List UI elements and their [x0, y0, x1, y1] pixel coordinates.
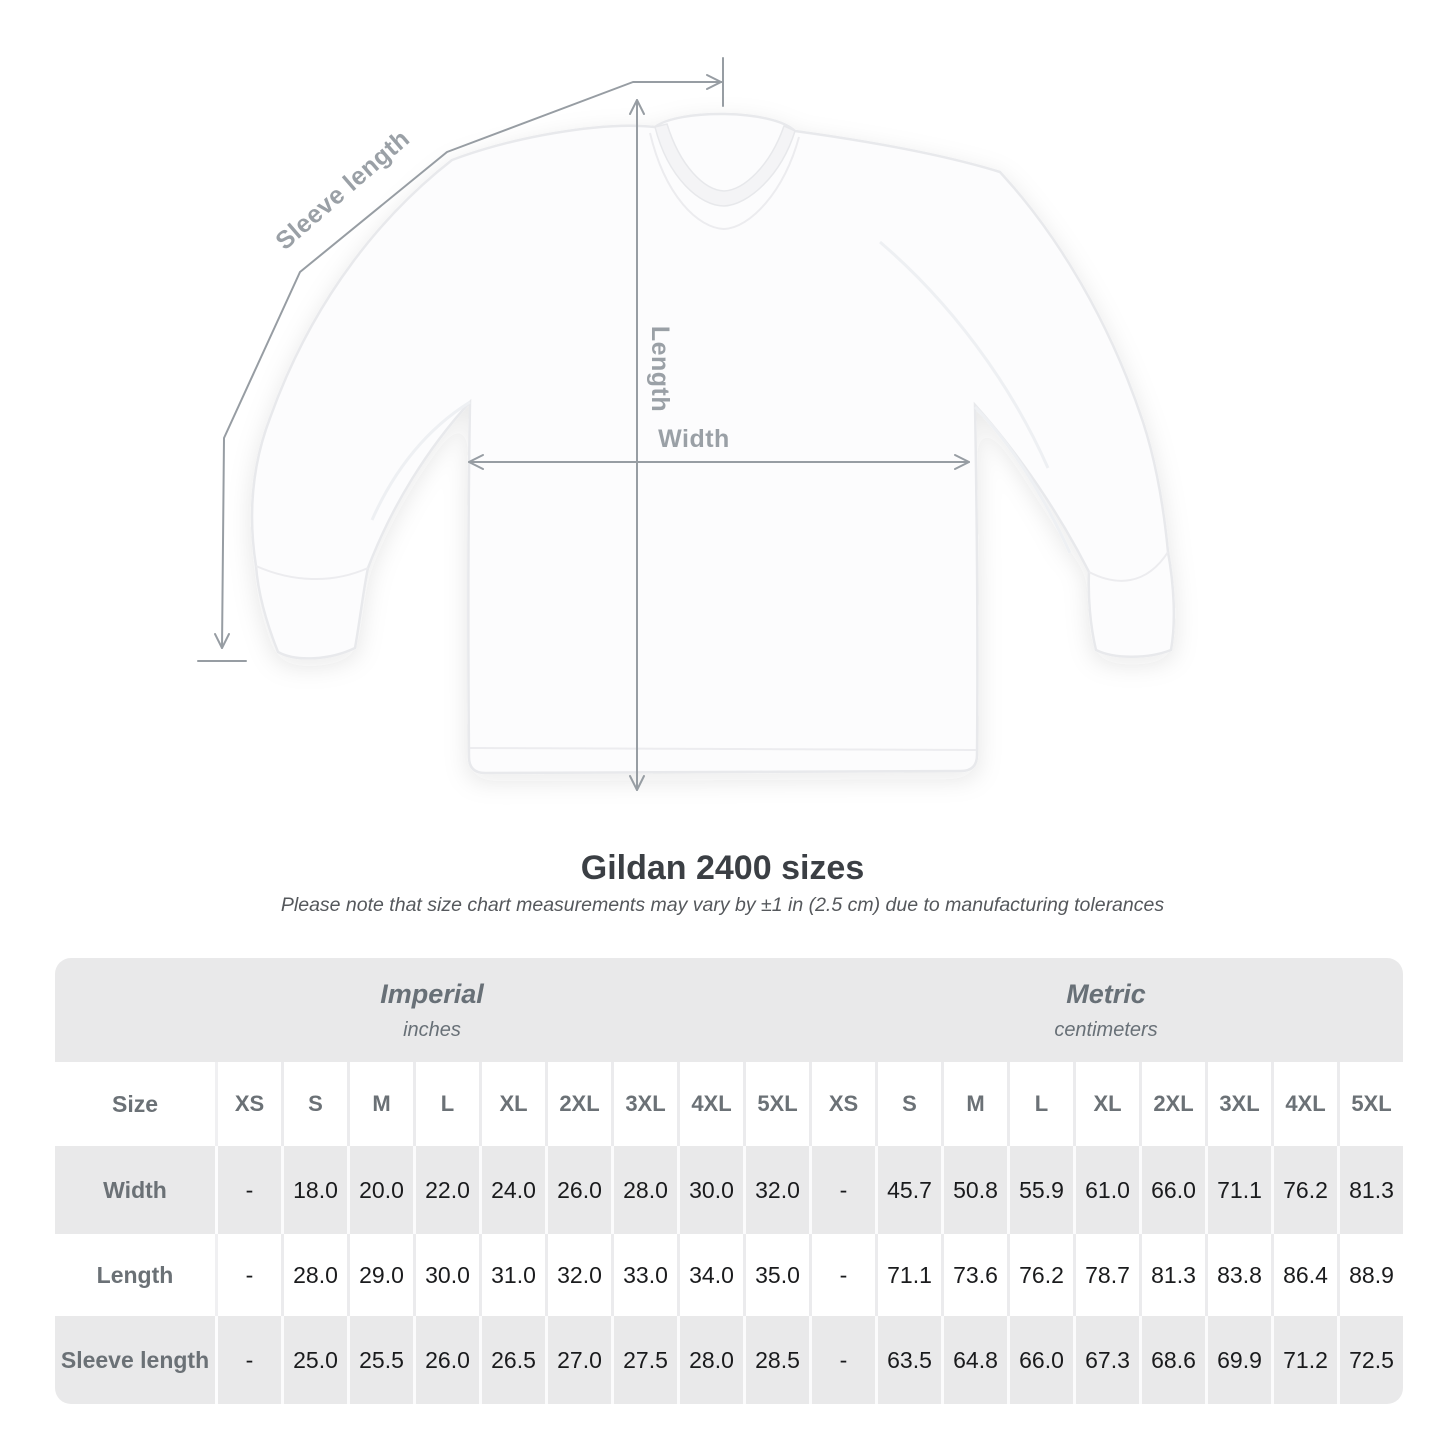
size-col-m-metric: M [941, 1062, 1007, 1146]
value-length-imperial-2xl: 32.0 [545, 1234, 611, 1316]
size-col-4xl-imperial: 4XL [677, 1062, 743, 1146]
row-header-sleeve-length: Sleeve length [55, 1316, 215, 1404]
value-sleeve-length-metric-5xl: 72.5 [1337, 1316, 1403, 1404]
value-width-metric-s: 45.7 [875, 1146, 941, 1234]
value-sleeve-length-imperial-l: 26.0 [413, 1316, 479, 1404]
unit-header-imperial [55, 958, 809, 1062]
value-sleeve-length-imperial-4xl: 28.0 [677, 1316, 743, 1404]
value-length-imperial-5xl: 35.0 [743, 1234, 809, 1316]
value-width-imperial-3xl: 28.0 [611, 1146, 677, 1234]
value-length-imperial-xl: 31.0 [479, 1234, 545, 1316]
value-sleeve-length-metric-xs: - [809, 1316, 875, 1404]
unit-header-metric [809, 958, 1403, 1062]
value-width-metric-3xl: 71.1 [1205, 1146, 1271, 1234]
value-length-metric-2xl: 81.3 [1139, 1234, 1205, 1316]
size-col-l-imperial: L [413, 1062, 479, 1146]
size-chart-title: Gildan 2400 sizes [580, 849, 865, 887]
value-sleeve-length-imperial-xs: - [215, 1316, 281, 1404]
value-sleeve-length-imperial-3xl: 27.5 [611, 1316, 677, 1404]
value-length-metric-5xl: 88.9 [1337, 1234, 1403, 1316]
value-length-imperial-s: 28.0 [281, 1234, 347, 1316]
size-col-4xl-metric: 4XL [1271, 1062, 1337, 1146]
value-width-imperial-s: 18.0 [281, 1146, 347, 1234]
unit-label-imperial: Imperial [380, 978, 484, 1009]
size-col-xs-metric: XS [809, 1062, 875, 1146]
value-sleeve-length-imperial-m: 25.5 [347, 1316, 413, 1404]
value-length-imperial-l: 30.0 [413, 1234, 479, 1316]
value-sleeve-length-metric-xl: 67.3 [1073, 1316, 1139, 1404]
value-length-metric-xs: - [809, 1234, 875, 1316]
value-sleeve-length-imperial-5xl: 28.5 [743, 1316, 809, 1404]
size-col-xl-imperial: XL [479, 1062, 545, 1146]
size-col-2xl-imperial: 2XL [545, 1062, 611, 1146]
size-col-l-metric: L [1007, 1062, 1073, 1146]
size-col-5xl-imperial: 5XL [743, 1062, 809, 1146]
value-width-imperial-m: 20.0 [347, 1146, 413, 1234]
value-length-imperial-4xl: 34.0 [677, 1234, 743, 1316]
value-width-metric-2xl: 66.0 [1139, 1146, 1205, 1234]
unit-label-metric: Metric [1066, 978, 1146, 1009]
size-col-3xl-imperial: 3XL [611, 1062, 677, 1146]
value-width-imperial-5xl: 32.0 [743, 1146, 809, 1234]
unit-sublabel-centimeters: centimeters [1054, 1018, 1158, 1041]
size-col-2xl-metric: 2XL [1139, 1062, 1205, 1146]
length-label: Length [646, 325, 674, 413]
size-table [55, 958, 1403, 1404]
size-col-5xl-metric: 5XL [1337, 1062, 1403, 1146]
value-length-imperial-3xl: 33.0 [611, 1234, 677, 1316]
value-width-metric-xl: 61.0 [1073, 1146, 1139, 1234]
value-width-metric-4xl: 76.2 [1271, 1146, 1337, 1234]
value-width-metric-m: 50.8 [941, 1146, 1007, 1234]
row-header-length: Length [55, 1234, 215, 1316]
value-length-metric-3xl: 83.8 [1205, 1234, 1271, 1316]
value-sleeve-length-metric-2xl: 68.6 [1139, 1316, 1205, 1404]
size-chart-subtitle: Please note that size chart measurements may vary by ±1 in (2.5 cm) due to manufacturing tolerances [280, 894, 1165, 916]
value-length-metric-s: 71.1 [875, 1234, 941, 1316]
value-length-metric-xl: 78.7 [1073, 1234, 1139, 1316]
row-header-width: Width [55, 1146, 215, 1234]
value-width-imperial-xl: 24.0 [479, 1146, 545, 1234]
sleeve-length-label: Sleeve length [270, 124, 416, 256]
unit-sublabel-inches: inches [403, 1018, 461, 1041]
value-width-metric-5xl: 81.3 [1337, 1146, 1403, 1234]
value-width-metric-l: 55.9 [1007, 1146, 1073, 1234]
value-sleeve-length-imperial-2xl: 27.0 [545, 1316, 611, 1404]
width-label: Width [658, 425, 730, 453]
value-length-imperial-xs: - [215, 1234, 281, 1316]
value-sleeve-length-metric-m: 64.8 [941, 1316, 1007, 1404]
value-width-imperial-l: 22.0 [413, 1146, 479, 1234]
size-col-s-imperial: S [281, 1062, 347, 1146]
value-sleeve-length-metric-3xl: 69.9 [1205, 1316, 1271, 1404]
size-col-m-imperial: M [347, 1062, 413, 1146]
value-width-metric-xs: - [809, 1146, 875, 1234]
value-sleeve-length-imperial-xl: 26.5 [479, 1316, 545, 1404]
value-length-metric-m: 73.6 [941, 1234, 1007, 1316]
size-col-xl-metric: XL [1073, 1062, 1139, 1146]
value-length-metric-l: 76.2 [1007, 1234, 1073, 1316]
value-length-imperial-m: 29.0 [347, 1234, 413, 1316]
value-sleeve-length-imperial-s: 25.0 [281, 1316, 347, 1404]
value-width-imperial-4xl: 30.0 [677, 1146, 743, 1234]
size-col-xs-imperial: XS [215, 1062, 281, 1146]
value-sleeve-length-metric-s: 63.5 [875, 1316, 941, 1404]
value-sleeve-length-metric-4xl: 71.2 [1271, 1316, 1337, 1404]
value-sleeve-length-metric-l: 66.0 [1007, 1316, 1073, 1404]
size-col-3xl-metric: 3XL [1205, 1062, 1271, 1146]
value-length-metric-4xl: 86.4 [1271, 1234, 1337, 1316]
size-row-header: Size [55, 1062, 215, 1146]
value-width-imperial-2xl: 26.0 [545, 1146, 611, 1234]
value-width-imperial-xs: - [215, 1146, 281, 1234]
size-col-s-metric: S [875, 1062, 941, 1146]
